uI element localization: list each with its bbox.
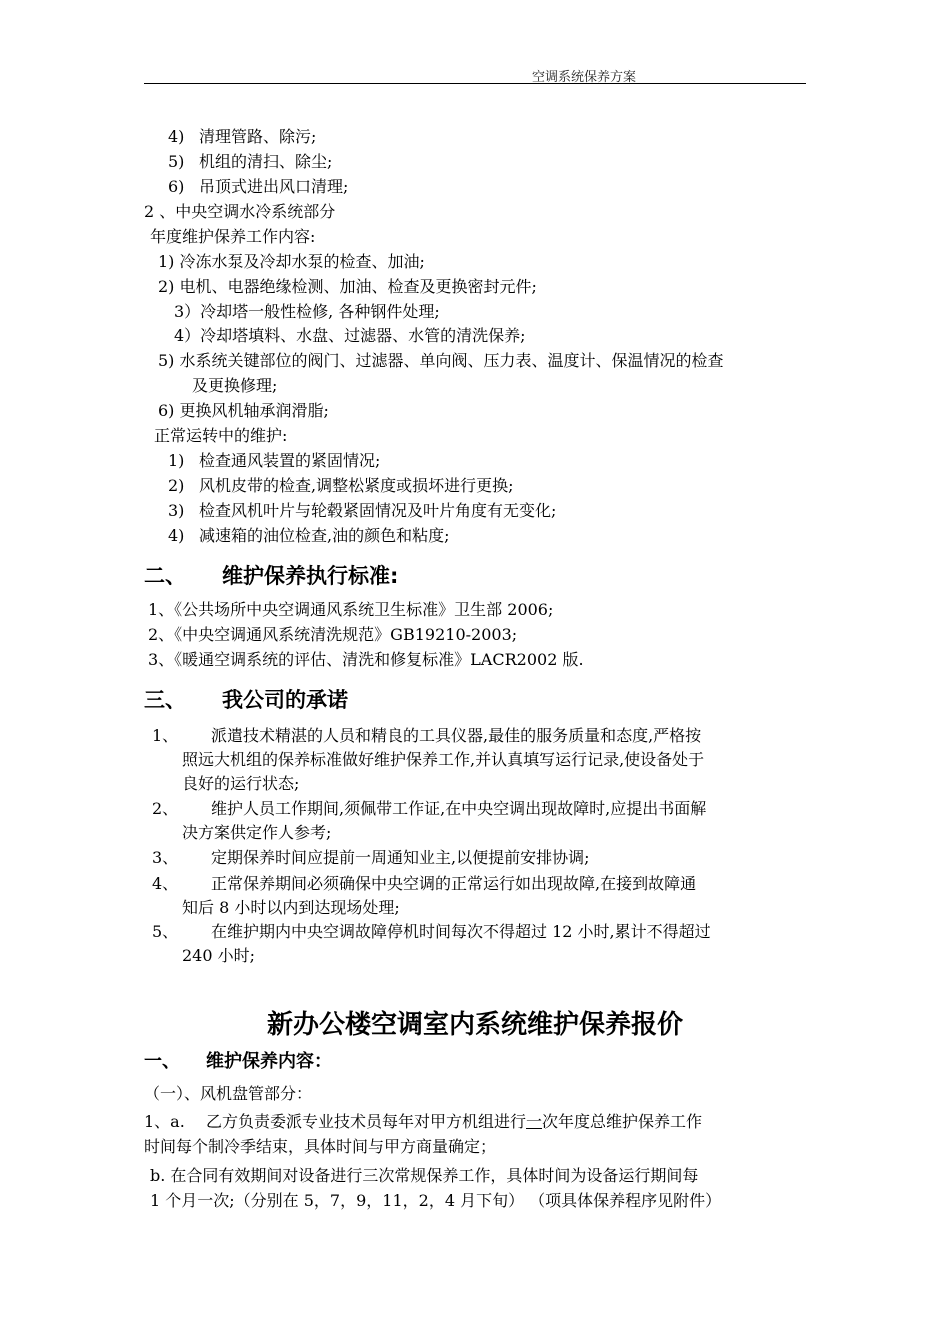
page-header: 空调系统保养方案 (532, 70, 637, 85)
list-item-continued: 良好的运行状态; (182, 774, 300, 793)
list-item: 2、 维护人员工作期间,须佩带工作证,在中央空调出现故障时,应提出书面解 (152, 799, 707, 818)
list-item: 6) 吊顶式进出风口清理; (168, 177, 349, 196)
paragraph-line: 1、a. 乙方负责委派专业技术员每年对甲方机组进行一次年度总维护保养工作 (144, 1112, 703, 1131)
section-heading: 一、 维护保养内容： (144, 1051, 332, 1072)
list-item-continued: 240 小时; (182, 946, 256, 965)
header-rule (144, 83, 806, 84)
subsection-label: 正常运转中的维护: (154, 426, 288, 445)
list-item: 2) 电机、电器绝缘检测、加油、检查及更换密封元件; (158, 277, 537, 296)
list-item: 2、《中央空调通风系统清洗规范》GB19210-2003; (148, 625, 518, 644)
list-item: 3、 定期保养时间应提前一周通知业主,以便提前安排协调; (152, 848, 590, 867)
list-item: 4、 正常保养期间必须确保中央空调的正常运行如出现故障,在接到故障通 (152, 874, 697, 893)
list-item: 6) 更换风机轴承润滑脂; (158, 401, 329, 420)
list-item: 5、 在维护期内中央空调故障停机时间每次不得超过 12 小时,累计不得超过 (152, 922, 711, 941)
list-item: 1) 检查通风装置的紧固情况; (168, 451, 381, 470)
section-heading: 三、 我公司的承诺 (144, 688, 348, 712)
list-item: 5) 水系统关键部位的阀门、过滤器、单向阀、压力表、温度计、保温情况的检查 (158, 351, 724, 370)
list-item: 3、《暖通空调系统的评估、清洗和修复标准》LACR2002 版. (148, 650, 584, 669)
paragraph-line: 1 个月一次;（分别在 5，7，9，11，2，4 月下旬） （项具体保养程序见附件） (150, 1191, 722, 1210)
list-item-continued: 决方案供定作人参考; (182, 823, 332, 842)
list-item-continued: 及更换修理; (192, 376, 278, 395)
section-heading: 2 、中央空调水冷系统部分 (144, 202, 336, 221)
paragraph-line: b. 在合同有效期间对设备进行三次常规保养工作，具体时间为设备运行期间每 (150, 1166, 699, 1185)
list-item: 4) 减速箱的油位检查,油的颜色和粘度; (168, 526, 450, 545)
list-item: 1) 冷冻水泵及冷却水泵的检查、加油; (158, 252, 425, 271)
list-item: 3）冷却塔一般性检修, 各种钢件处理; (174, 302, 440, 321)
list-item: 4) 清理管路、除污; (168, 127, 317, 146)
paragraph-line: 时间每个制冷季结束，具体时间与甲方商量确定； (144, 1137, 497, 1156)
list-item: 2) 风机皮带的检查,调整松紧度或损坏进行更换; (168, 476, 514, 495)
document-title: 新办公楼空调室内系统维护保养报价 (266, 1010, 683, 1040)
list-item: 5) 机组的清扫、除尘; (168, 152, 333, 171)
list-item: 1、《公共场所中央空调通风系统卫生标准》卫生部 2006; (148, 600, 554, 619)
list-item: 3) 检查风机叶片与轮毂紧固情况及叶片角度有无变化; (168, 501, 557, 520)
subsection-label: （一）、风机盘管部分： (144, 1084, 313, 1103)
subsection-label: 年度维护保养工作内容: (150, 227, 316, 246)
list-item: 1、 派遣技术精湛的人员和精良的工具仪器,最佳的服务质量和态度,严格按 (152, 726, 702, 745)
section-heading: 二、 维护保养执行标准: (144, 564, 399, 588)
list-item: 4）冷却塔填料、水盘、过滤器、水管的清洗保养; (174, 326, 526, 345)
list-item-continued: 照远大机组的保养标准做好维护保养工作,并认真填写运行记录,使设备处于 (182, 750, 705, 769)
list-item-continued: 知后 8 小时以内到达现场处理; (182, 898, 400, 917)
